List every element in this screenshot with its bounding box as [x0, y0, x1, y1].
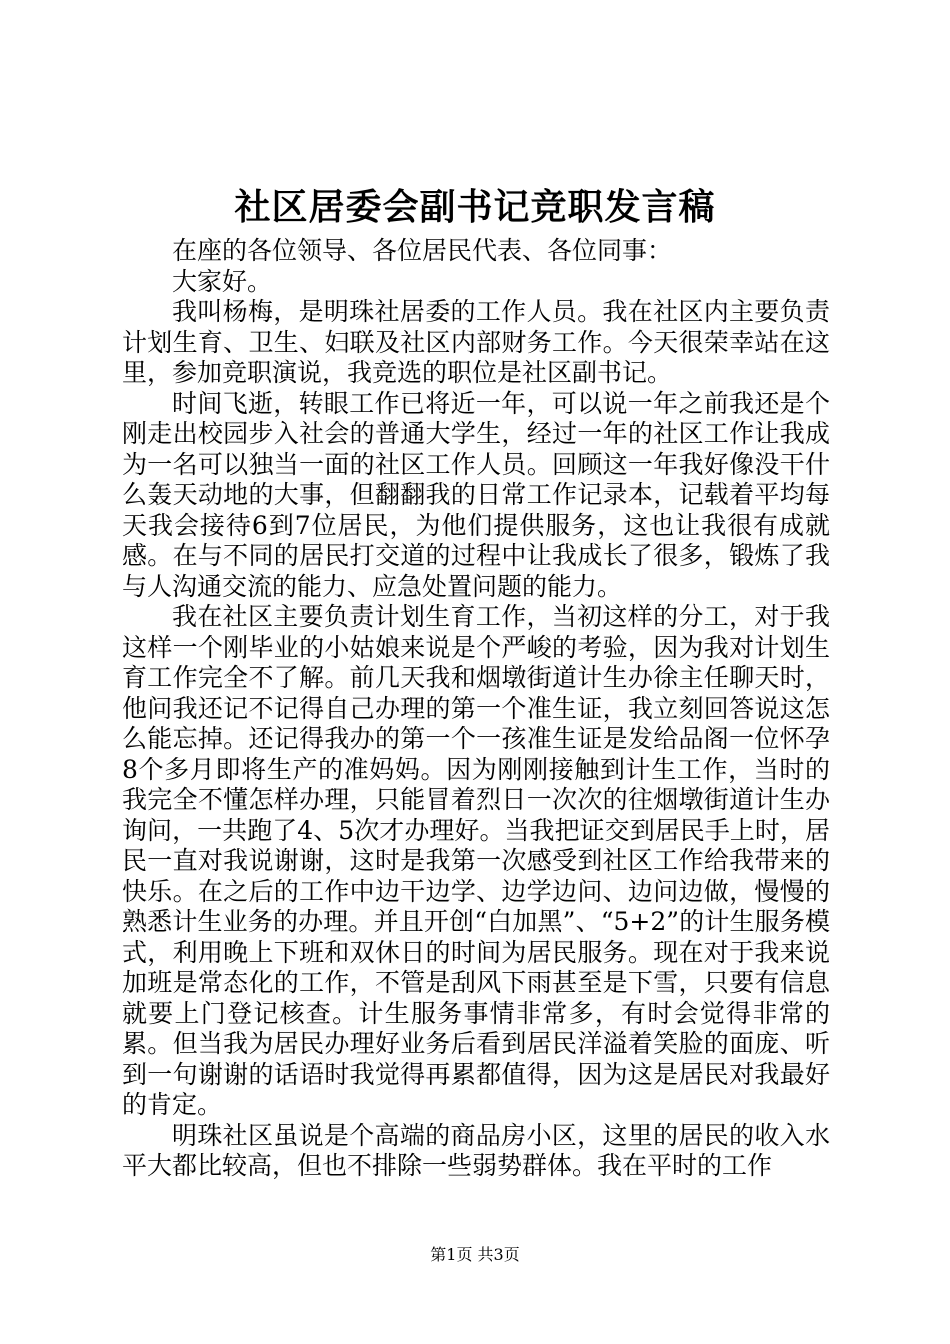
family-planning-paragraph: 我在社区主要负责计划生育工作，当初这样的分工，对于我这样一个刚毕业的小姑娘来说是个严峻的考验，因为我对计划生育工作完全不了解。前几天我和烟墩街道计生办徐主任聊天时，他问我还记不记得自己办理的第一个准生证，我立刻回答说这怎么能忘掉。还记得我办的第一个一孩准生证是发给品阁一位怀孕8个多月即将生产的准妈妈。因为刚刚接触到计生工作，当时的我完全不懂怎样办理，只能冒着烈日一次次的往烟墩街道计生办询问，一共跑了4、5次才办理好。当我把证交到居民手上时，居民一直对我说谢谢，这时是我第一次感受到社区工作给我带来的快乐。在之后的工作中边干边学、边学边问、边问边做，慢慢的熟悉计生业务的办理。并且开创“白加黑”、“5+2”的计生服务模式，利用晚上下班和双休日的时间为居民服务。现在对于我来说加班是常态化的工作，不管是刮风下雨甚至是下雪，只要有信息就要上门登记核查。计生服务事情非常多，有时会觉得非常的累。但当我为居民办理好业务后看到居民洋溢着笑脸的面庞、听到一句谢谢的话语时我觉得再累都值得，因为这是居民对我最好的肯定。 [122, 602, 830, 1119]
page-number-footer: 第1页 共3页 [430, 1245, 520, 1264]
experience-paragraph: 时间飞逝，转眼工作已将近一年，可以说一年之前我还是个刚走出校园步入社会的普通大学生，经过一年的社区工作让我成为一名可以独当一面的社区工作人员。回顾这一年我好像没干什么轰天动地的大事，但翻翻我的日常工作记录本，记载着平均每天我会接待6到7位居民，为他们提供服务，这也让我很有成就感。在与不同的居民打交道的过程中让我成长了很多，锻炼了我与人沟通交流的能力、应急处置问题的能力。 [122, 388, 830, 601]
greeting-paragraph: 大家好。 [172, 266, 273, 296]
community-paragraph: 明珠社区虽说是个高端的商品房小区，这里的居民的收入水平大都比较高，但也不排除一些弱势群体。我在平时的工作 [122, 1120, 830, 1180]
introduction-paragraph: 我叫杨梅，是明珠社居委的工作人员。我在社区内主要负责计划生育、卫生、妇联及社区内部财务工作。今天很荣幸站在这里，参加竞职演说，我竞选的职位是社区副书记。 [122, 297, 830, 387]
document-title: 社区居委会副书记竞职发言稿 [234, 186, 716, 228]
salutation-paragraph: 在座的各位领导、各位居民代表、各位同事： [172, 236, 673, 265]
document-body [122, 236, 830, 1182]
